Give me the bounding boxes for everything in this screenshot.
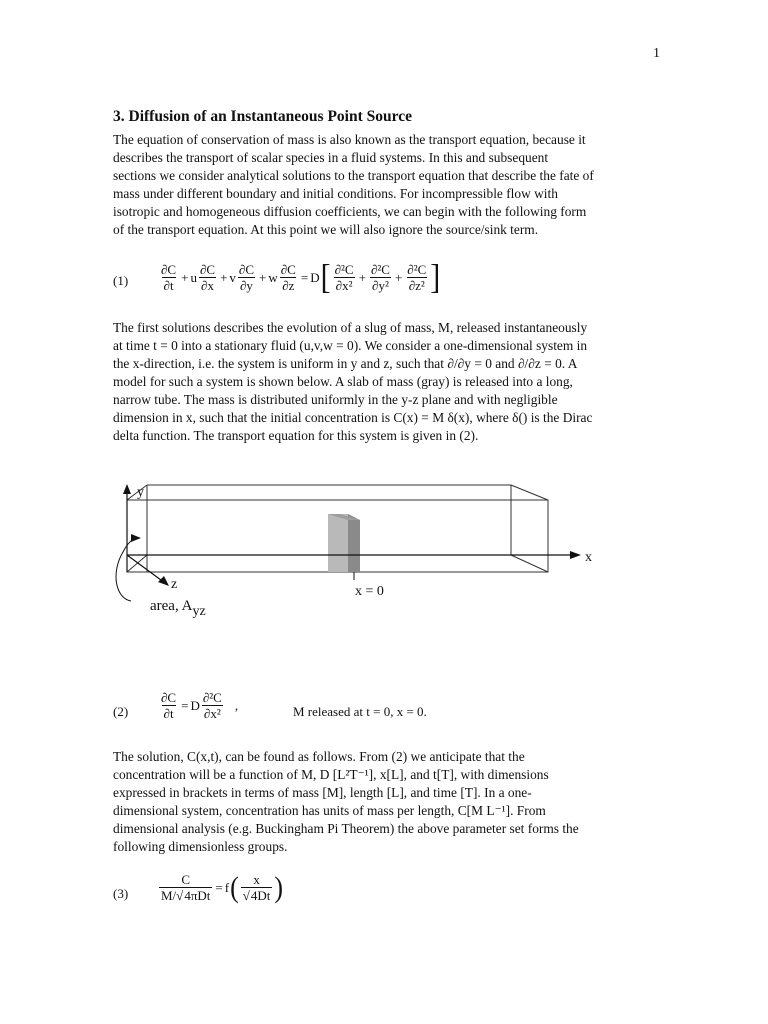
x-axis-arrow-icon	[570, 551, 581, 559]
fraction-numerator: ∂C	[199, 262, 216, 277]
fraction-numerator: ∂C	[161, 262, 177, 277]
y-axis-arrow-icon	[123, 484, 131, 494]
plus-sign: +	[394, 269, 403, 285]
paragraph-line: describes the transport of scalar species in a fluid systems. In this and subsequent	[113, 150, 549, 165]
fraction-numerator: ∂²C	[334, 262, 354, 277]
velocity-coefficient: v	[229, 269, 236, 285]
equals-sign: =	[300, 269, 309, 285]
paragraph-intro	[113, 131, 658, 239]
fraction-numerator: ∂²C	[407, 262, 427, 277]
tube-diagram	[113, 480, 633, 630]
fraction-denominator: ∂y	[239, 278, 253, 293]
equation-2-number: (2)	[113, 704, 129, 719]
open-bracket: [	[320, 257, 331, 296]
section-title: 3. Diffusion of an Instantaneous Point Source	[113, 108, 412, 125]
z-axis	[127, 555, 165, 583]
z-axis-label: z	[171, 577, 178, 592]
equation-2-body: $\frac{\partial C}{\partial t}$ = D $\frac{\text{∂²C}}{\text{∂x²}}$ ,	[161, 690, 239, 721]
area-callout-arrow-icon	[131, 534, 141, 542]
paragraph-line: concentration will be a function of M, D [L²T⁻¹], x[L], and t[T], with dimensions	[113, 767, 549, 782]
fraction-numerator: ∂C	[280, 262, 296, 277]
paragraph-line: at time t = 0 into a stationary fluid (u,v,w = 0). We consider a one-dimensional system in	[113, 338, 588, 353]
equation-3	[113, 872, 673, 916]
area-label: area, Ayz	[150, 598, 206, 619]
fraction-denominator: ∂t	[163, 278, 174, 293]
paragraph-solution	[113, 748, 658, 856]
lhs-fraction	[237, 262, 256, 293]
paragraph-line: dimensional analysis (e.g. Buckingham Pi Theorem) the above parameter set forms the	[113, 821, 579, 836]
paragraph-line: model for such a system is shown below. A slab of mass (gray) is released into a long,	[113, 374, 573, 389]
paragraph-line: The solution, C(x,t), can be found as follows. From (2) we anticipate that the	[113, 749, 525, 764]
plus-sign: +	[259, 269, 267, 285]
fraction-denominator: ∂z	[282, 278, 295, 293]
equation-1-number: (1)	[113, 273, 129, 288]
plus-sign: +	[181, 269, 189, 285]
fraction-denominator: ∂x	[201, 278, 214, 293]
eq2-lhs-fraction: $\frac{\partial C}{\partial t}$	[161, 690, 177, 721]
paragraph-line: sections we consider analytical solutions to the transport equation that describe the fate of	[113, 168, 594, 183]
lhs-fraction	[279, 262, 298, 293]
plus-sign: +	[220, 269, 228, 285]
paragraph-line: expressed in brackets in terms of mass [M], length [L], and time [T]. In a one-	[113, 785, 532, 800]
rhs-fraction	[405, 262, 428, 293]
paragraph-line: the x-direction, i.e. the system is uniform in y and z, such that ∂/∂y = 0 and ∂/∂z = 0. A	[113, 356, 578, 371]
diffusion-coefficient: D	[310, 269, 320, 285]
lhs-fraction	[159, 262, 178, 293]
eq3-rhs-fraction: $\frac{x}{√4Dt}$	[242, 872, 271, 903]
equation-1-body	[158, 257, 441, 296]
fraction-denominator: ∂y²	[372, 278, 389, 293]
mass-slab	[328, 514, 360, 572]
fraction-denominator: ∂x²	[335, 278, 353, 293]
velocity-coefficient: u	[190, 269, 197, 285]
equation-2	[113, 690, 673, 730]
fraction-numerator: ∂C	[238, 262, 255, 277]
paragraph-line: dimension in x, such that the initial concentration is C(x) = M δ(x), where δ() is the Dirac	[113, 410, 593, 425]
rhs-fraction	[333, 262, 356, 293]
paragraph-line: following dimensionless groups.	[113, 839, 288, 854]
paragraph-line: of the transport equation. At this point we will also ignore the source/sink term.	[113, 222, 539, 237]
lhs-fraction	[198, 262, 217, 293]
page-number: 1	[653, 46, 660, 61]
equation-2-note: M released at t = 0, x = 0.	[293, 704, 427, 719]
paragraph-line: dimensional system, concentration has units of mass per length, C[M L⁻¹]. From	[113, 803, 546, 818]
eq3-lhs-fraction: $\frac{C}{\text{M/√4πDt}}$	[161, 872, 211, 903]
close-bracket: ]	[430, 257, 441, 296]
paragraph-model	[113, 319, 658, 445]
eq2-rhs-fraction: $\frac{\text{∂²C}}{\text{∂x²}}$	[202, 690, 222, 721]
paragraph-line: isotropic and homogeneous diffusion coefficients, we can begin with the following form	[113, 204, 587, 219]
fraction-numerator: ∂²C	[370, 262, 390, 277]
equation-3-number: (3)	[113, 886, 129, 901]
equation-1	[113, 257, 673, 302]
velocity-coefficient: w	[268, 269, 278, 285]
paragraph-line: The first solutions describes the evolution of a slug of mass, M, released instantaneously	[113, 320, 588, 335]
x0-label: x = 0	[355, 584, 384, 599]
paragraph-line: narrow tube. The mass is distributed uniformly in the y-z plane and with negligible	[113, 392, 558, 407]
paragraph-line: The equation of conservation of mass is also known as the transport equation, because it	[113, 132, 586, 147]
x-axis-label: x	[585, 550, 592, 565]
rhs-fraction	[369, 262, 392, 293]
plus-sign: +	[358, 269, 366, 285]
z-axis-arrow-icon	[158, 576, 169, 586]
y-axis-label: y	[137, 485, 144, 500]
paragraph-line: mass under different boundary and initial conditions. For incompressible flow with	[113, 186, 558, 201]
equation-3-body: $\frac{C}{\text{M/√4πDt}}$ = f ( $\frac{x}{√4Dt}$ )	[161, 870, 284, 904]
fraction-denominator: ∂z²	[408, 278, 425, 293]
paragraph-line: delta function. The transport equation for this system is given in (2).	[113, 428, 479, 443]
